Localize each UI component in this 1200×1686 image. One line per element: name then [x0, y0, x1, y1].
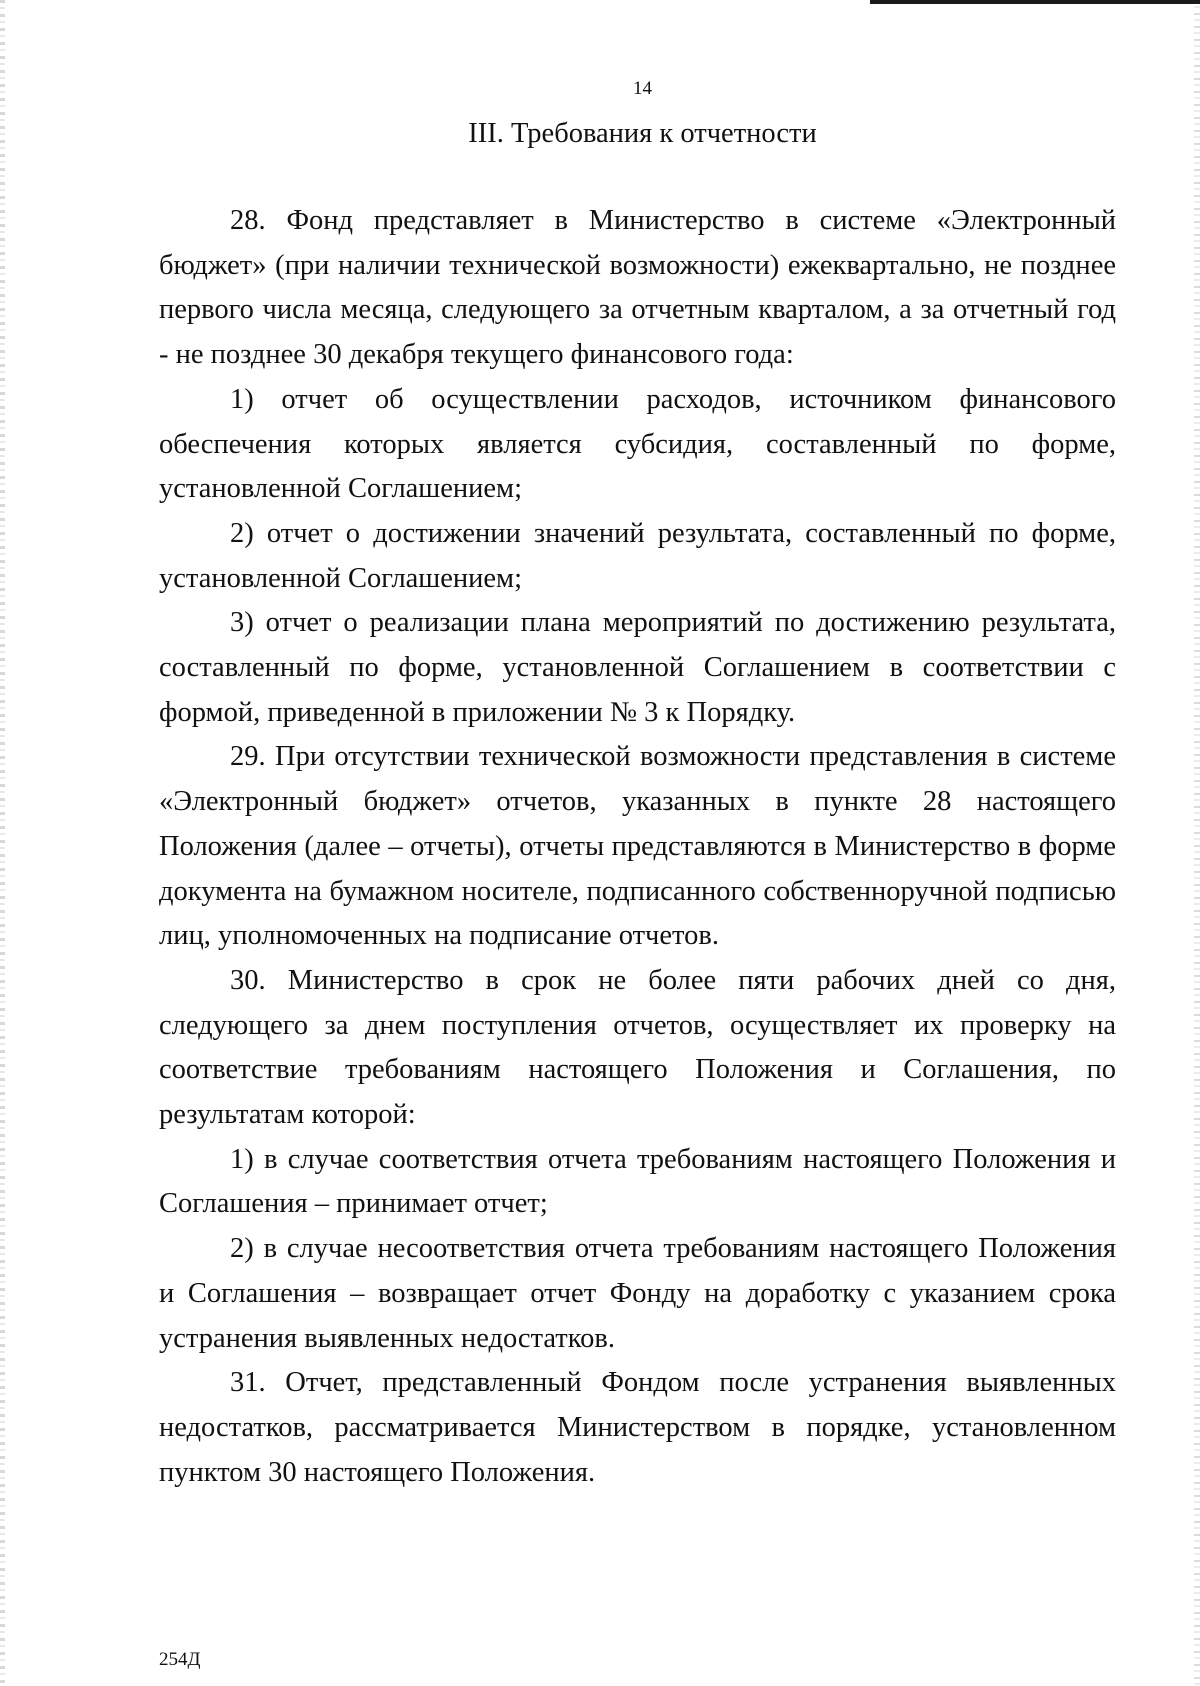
paragraph-29: 29. При отсутствии технической возможности представления в системе «Электронный бюджет» отчетов, указанных в пункте 28 настоящего Положения (далее – отчеты), отчеты представляются в Министерство в форме документа на бумажном носителе, подписанного собственноручной подписью лиц, уполномоченных на подписание отчетов. — [159, 741, 1116, 952]
scan-edge-left — [0, 0, 5, 1686]
paragraph-30: 30. Министерство в срок не более пяти рабочих дней со дня, следующего за днем поступления отчетов, осуществляет их проверку на соответствие требованиям настоящего Положения и Соглашения, по результатам которой: — [159, 964, 1116, 1131]
paragraph-30-item-2: 2) в случае несоответствия отчета требованиям настоящего Положения и Соглашения – возвращает отчет Фонду на доработку с указанием срока устранения выявленных недостатков. — [159, 1233, 1116, 1354]
paragraph-28-item-1: 1) отчет об осуществлении расходов, источником финансового обеспечения которых является субсидия, составленный по форме, установленной Соглашением; — [159, 383, 1116, 505]
scan-edge-right — [1194, 0, 1200, 1686]
paragraph-31: 31. Отчет, представленный Фондом после устранения выявленных недостатков, рассматривается Министерством в порядке, установленном пунктом 30 настоящего Положения. — [159, 1367, 1116, 1488]
paragraph-28: 28. Фонд представляет в Министерство в системе «Электронный бюджет» (при наличии технической возможности) ежеквартально, не позднее первого числа месяца, следующего за отчетным кварталом, а за отчетный год - не позднее 30 декабря текущего финансового года: — [159, 205, 1116, 371]
paragraph-28-item-3: 3) отчет о реализации плана мероприятий по достижению результата, составленный по форме, установленной Соглашением в соответствии с формой, приведенной в приложении № 3 к Порядку. — [159, 607, 1116, 728]
section-title: III. Требования к отчетности — [468, 118, 817, 149]
footer-document-code: 254Д — [159, 1649, 201, 1670]
paragraph-28-item-2: 2) отчет о достижении значений результата, составленный по форме, установленной Соглашением; — [159, 517, 1116, 594]
document-body — [159, 199, 1116, 1495]
scan-edge-top — [870, 0, 1200, 4]
page-number: 14 — [633, 78, 652, 99]
paragraph-30-item-1: 1) в случае соответствия отчета требованиям настоящего Положения и Соглашения – принимает отчет; — [159, 1143, 1116, 1220]
